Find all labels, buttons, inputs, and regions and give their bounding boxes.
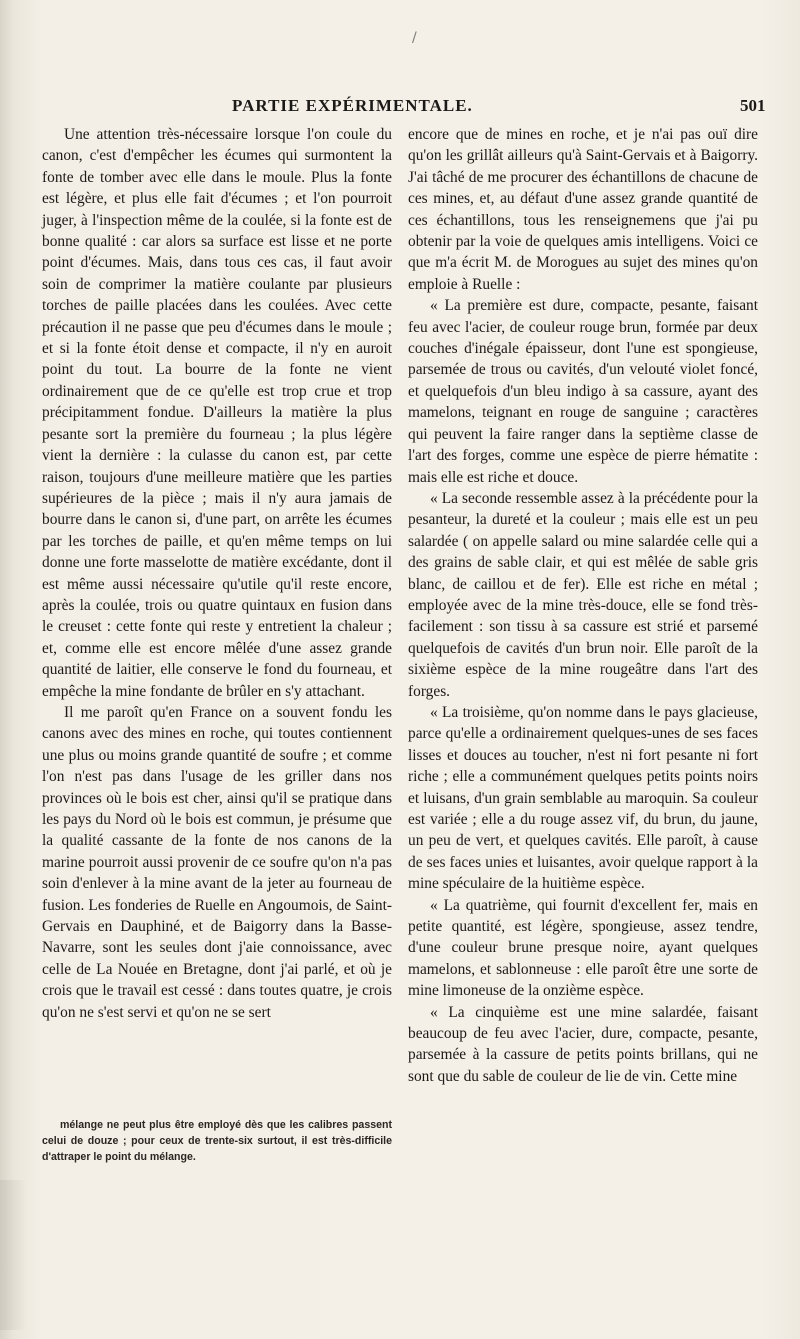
paragraph: « La quatrième, qui fournit d'excellent fer, mais en petite quantité, est légère, spongieuse, assez tendre, d'une couleur brune presque noire, ayant quelques mamelons, et sablonneuse : elle paroît être une sorte de mine limoneuse de la onzième espèce. — [408, 896, 758, 1000]
paragraph: « La cinquième est une mine salardée, faisant beaucoup de feu avec l'acier, dure, compacte, pesante, parsemée à la cassure de petits points brillans, qui ne sont que du sable de couleur de lie de vin. Cette mine — [408, 1003, 758, 1085]
footnote-text: mélange ne peut plus être employé dès que les calibres passent celui de douze ; pour ceux de trente-six surtout, il est très-difficile d'attraper le point du mélange. — [42, 1119, 392, 1163]
page-number: 501 — [740, 96, 766, 115]
right-column — [408, 124, 758, 1087]
paragraph: Il me paroît qu'en France on a souvent fondu les canons avec des mines en roche, qui toutes contiennent une plus ou moins grande quantité de soufre ; et comme l'on n'est pas dans l'usage de les griller dans nos provinces où le bois est cher, ainsi qu'il se pratique dans les pays du Nord où le bois est commun, je présume que la qualité cassante de la fonte de nos canons de la marine pourroit aussi provenir de ce soufre qu'on n'a pas soin d'enlever à la mine avant de la jeter au fourneau de fusion. Les fonderies de Ruelle en Angoumois, de Saint-Gervais en Dauphiné, et de Baigorry dans la Basse-Navarre, sont les seules dont j'aie connoissance, avec celle de La Nouée en Bretagne, dont j'ai parlé, et où je crois que le travail est cessé : dans toutes quatre, je crois qu'on ne s'est servi et qu'on ne se sert — [42, 703, 392, 1021]
footnote — [42, 1117, 392, 1165]
corner-mark: / — [412, 30, 417, 46]
paragraph: Une attention très-nécessaire lorsque l'on coule du canon, c'est d'empêcher les écumes qui surmontent la fonte de tomber avec elle dans le moule. Plus la fonte est légère, et plus elle fait d'écumes ; et l'on pourroit juger, à l'inspection même de la coulée, si la fonte est de bonne qualité : car alors sa surface est lisse et ne porte point d'écumes. Mais, dans tous ces cas, il faut avoir soin de comprimer la matière coulante par plusieurs torches de paille placées dans les coulées. Avec cette précaution il ne passe que peu d'écumes dans le moule ; et si la fonte étoit dense et compacte, il n'y en auroit point du tout. La bourre de la fonte ne vient ordinairement que de ce qu'elle est trop crue et trop précipitamment fondue. D'ailleurs la matière la plus pesante sort la première du fourneau ; la plus légère vient la dernière : la culasse du canon est, par cette raison, toujours d'une meilleure matière que les parties supérieures de la pièce ; mais il n'y aura jamais de bourre dans le canon si, d'une part, on arrête les écumes par les torches de paille, et qu'en même temps on lui donne une forte masselotte de matière excédante, dont il est même aussi nécessaire qu'utile qu'il reste encore, après la coulée, trois ou quatre quintaux en fusion dans le creuset : cette fonte qui reste y entretient la chaleur ; et, comme elle est encore mêlée d'une assez grande quantité de laitier, elle conserve le fond du fourneau, et empêche la mine fondante de brûler en s'y attachant. — [42, 126, 392, 700]
paragraph: encore que de mines en roche, et je n'ai pas ouï dire qu'on les grillât ailleurs qu'à Saint-Gervais et à Baigorry. J'ai tâché de me procurer des échantillons de chacune de ces mines, et, au défaut d'une assez grande quantité de ces échantillons, tous les renseignemens que j'ai pu obtenir par la voie de quelques amis intelligens. Voici ce que m'a écrit M. de Morogues au sujet des mines qu'on emploie à Ruelle : — [408, 126, 758, 293]
running-head: PARTIE EXPÉRIMENTALE. — [232, 96, 473, 115]
left-column — [42, 124, 392, 1023]
paragraph: « La première est dure, compacte, pesante, faisant feu avec l'acier, de couleur rouge brun, formée par deux couches d'inégale épaisseur, dont l'une est spongieuse, parsemée de trous ou cavités, d'un velouté violet foncé, et quelquefois d'un bleu indigo à sa cassure, ayant des mamelons, teignant en rouge de sanguine ; caractères qui peuvent la faire ranger dans la septième classe de l'art des forges, comme une espèce de pierre hématite : mais elle est riche et douce. — [408, 297, 758, 486]
binding-shadow — [0, 1180, 26, 1330]
paragraph: « La seconde ressemble assez à la précédente pour la pesanteur, la dureté et la couleur ; mais elle est un peu salardée ( on appelle salard ou mine salardée celle qui a des grains de sable clair, et qui est mêlée de sable gris blanc, de caillou et de fer). Elle est riche en métal ; employée avec de la mine très-douce, elle se fond très-facilement : son tissu à sa cassure est strié et parsemé quelquefois de cavités d'un brun noir. Elle paroît de la sixième espèce de la mine rougeâtre dans l'art des forges. — [408, 489, 758, 700]
paragraph: « La troisième, qu'on nomme dans le pays glacieuse, parce qu'elle a ordinairement quelques-unes de ses faces lisses et douces au toucher, n'est ni fort pesante ni fort riche ; elle a communément quelques petits points noirs et luisans, d'un grain semblable au maroquin. Sa couleur est variée ; elle a du rouge assez vif, du brun, du jaune, un peu de vert, et quelques cavités. Elle paroît, à cause de ses faces unies et luisantes, avoir quelque rapport à la mine spéculaire de la huitième espèce. — [408, 703, 758, 893]
